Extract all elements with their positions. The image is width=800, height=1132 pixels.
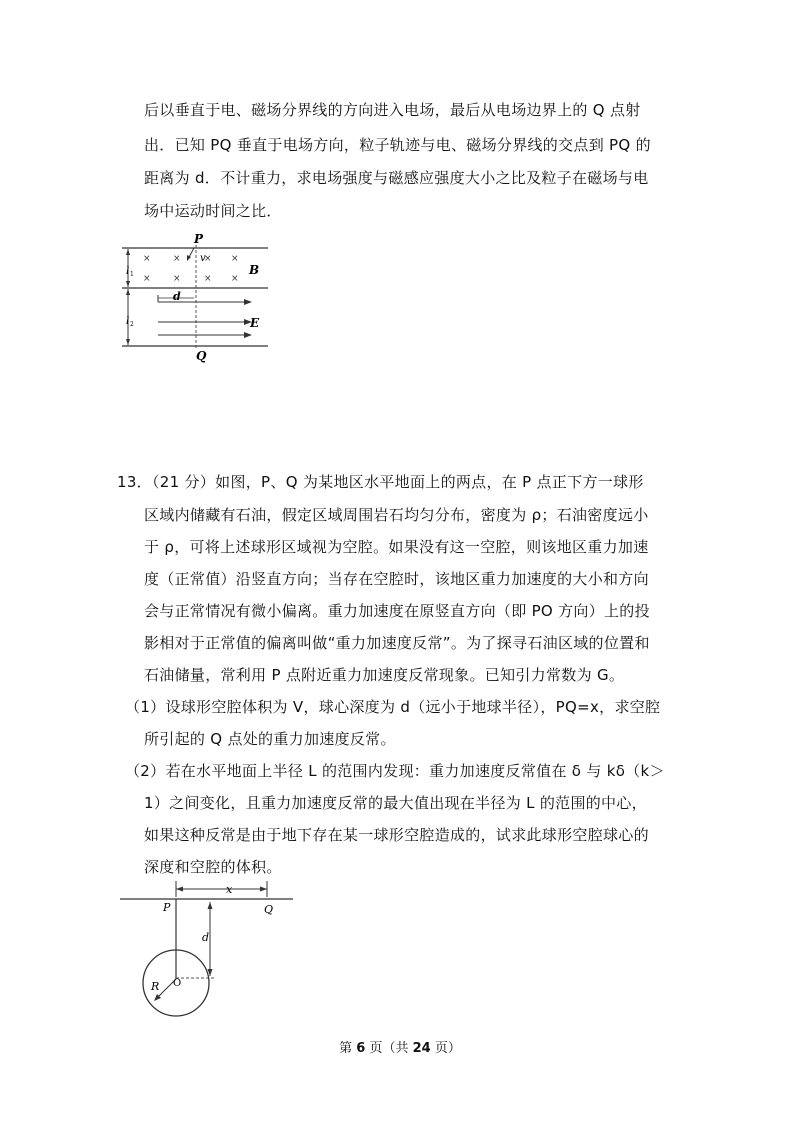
svg-text:×: ×	[143, 274, 151, 284]
footer-total-pages: 24	[412, 1041, 431, 1056]
label-v: v	[200, 253, 206, 264]
label-x: x	[226, 883, 233, 896]
intro-line-4: 场中运动时间之比．	[144, 202, 282, 220]
q13-line-5: 会与正常情况有微小偏离。重力加速度在原竖直方向（即 PO 方向）上的投	[144, 602, 650, 620]
label-Q: Q	[264, 903, 274, 916]
svg-text:×: ×	[204, 254, 212, 264]
q13-part1-line-1: （1）设球形空腔体积为 V，球心深度为 d（远小于地球半径），PQ=x，求空腔	[125, 698, 661, 716]
footer-middle: 页（共	[365, 1041, 413, 1056]
q13-line-7: 石油储量，常利用 P 点附近重力加速度反常现象。已知引力常数为 G。	[144, 666, 625, 684]
svg-text:×: ×	[231, 254, 239, 264]
field-diagram	[118, 230, 278, 365]
q13-part2-line-1: （2）若在水平地面上半径 L 的范围内发现：重力加速度反常值在 δ 与 kδ（k＞	[125, 762, 665, 780]
label-O: O	[173, 978, 182, 989]
label-l2: l	[126, 316, 130, 327]
q13-part2-line-2: 1）之间变化，且重力加速度反常的最大值出现在半径为 L 的范围的中心，	[144, 794, 647, 812]
label-l2-sub: 2	[130, 321, 134, 328]
q13-line-1: 13．（21 分）如图，P、Q 为某地区水平地面上的两点，在 P 点正下方一球形	[117, 473, 644, 491]
label-l1-sub: 1	[130, 271, 134, 278]
footer-prefix: 第	[339, 1041, 357, 1056]
q13-line-6: 影相对于正常值的偏离叫做“重力加速度反常”。为了探寻石油区域的位置和	[144, 634, 650, 652]
intro-line-3: 距离为 d．不计重力，求电场强度与磁感应强度大小之比及粒子在磁场与电	[144, 169, 649, 187]
intro-line-1: 后以垂直于电、磁场分界线的方向进入电场，最后从电场边界上的 Q 点射	[144, 101, 641, 119]
q13-line-3: 于 ρ，可将上述球形区域视为空腔。如果没有这一空腔，则该地区重力加速	[144, 538, 649, 556]
magnetic-field-crosses	[143, 254, 239, 284]
electric-field-arrows	[158, 302, 248, 335]
svg-text:×: ×	[204, 274, 212, 284]
q13-line-2: 区域内储藏有石油，假定区域周围岩石均匀分布，密度为 ρ；石油密度远小	[144, 506, 649, 524]
svg-text:×: ×	[143, 254, 151, 264]
q13-line-4: 度（正常值）沿竖直方向；当存在空腔时，该地区重力加速度的大小和方向	[144, 570, 649, 588]
footer-page-number: 6	[356, 1041, 366, 1056]
cavity-diagram	[118, 875, 298, 1025]
label-d: d	[202, 931, 210, 944]
label-l1: l	[126, 266, 130, 277]
q13-part1-line-2: 所引起的 Q 点处的重力加速度反常。	[144, 730, 396, 748]
svg-text:×: ×	[173, 274, 181, 284]
intro-line-2: 出．已知 PQ 垂直于电场方向，粒子轨迹与电、磁场分界线的交点到 PQ 的	[144, 136, 651, 154]
label-E: E	[250, 316, 260, 330]
label-Q: Q	[196, 349, 207, 363]
svg-text:×: ×	[231, 274, 239, 284]
label-P: P	[163, 901, 171, 914]
q13-part2-line-4: 深度和空腔的体积。	[144, 858, 282, 876]
label-P: P	[194, 232, 204, 246]
label-d: d	[173, 290, 181, 303]
label-R: R	[151, 980, 160, 993]
label-B: B	[249, 263, 260, 277]
q13-part2-line-3: 如果这种反常是由于地下存在某一球形空腔造成的，试求此球形空腔球心的	[144, 826, 649, 844]
footer-suffix: 页）	[430, 1041, 461, 1056]
page-footer	[0, 1037, 800, 1056]
svg-text:×: ×	[173, 254, 181, 264]
